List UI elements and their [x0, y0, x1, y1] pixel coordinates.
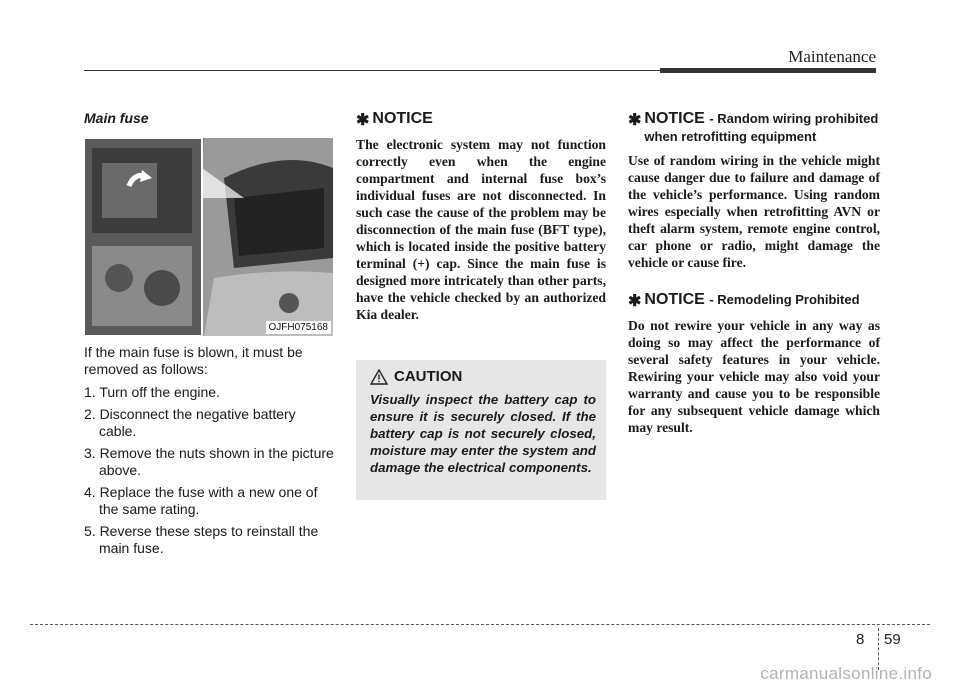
notice-title: NOTICE [644, 110, 705, 127]
intro-paragraph: If the main fuse is blown, it must be removed as follows: [84, 344, 303, 377]
left-column [84, 110, 334, 562]
caution-text: Visually inspect the battery cap to ensure it is securely closed. If the battery cap is not securely closed, moisture may enter the system and damage the electrical components. [370, 392, 596, 475]
caution-box [356, 360, 606, 500]
notice-heading-text [644, 110, 880, 146]
notice-heading [356, 110, 606, 130]
page-number: 59 [884, 631, 901, 648]
main-fuse-figure [84, 138, 333, 336]
notice-subtitle: - Random wiring prohibited when retrofitting equipment [644, 111, 879, 144]
page-header-title: Maintenance [788, 47, 876, 66]
notice-title: NOTICE [372, 110, 433, 127]
notice-text: The electronic system may not function correctly even when the engine compartment and internal fuse box’s individual fuses are not disconnected. In such case the cause of the problem may be disconnection of the main fuse (BFT type), which is located inside the positive battery terminal (+) cap. Since the main fuse is designed more intricately than other parts, have the vehicle checked by an authorized Kia dealer. [356, 137, 606, 322]
car-trunk-illustration [84, 138, 333, 336]
notice-title: NOTICE [644, 291, 705, 308]
caution-title: CAUTION [394, 368, 463, 385]
header-rule-accent [660, 68, 876, 73]
notice-star-icon: ✱ [628, 112, 642, 129]
notice-star-icon: ✱ [628, 293, 642, 310]
footer-rule [30, 624, 930, 625]
step-item: 1. Turn off the engine. [84, 384, 220, 400]
notice-star-icon: ✱ [356, 112, 370, 129]
step-item: 4. Replace the fuse with a new one of the same rating. [84, 484, 318, 517]
notice-random-wiring-text: Use of random wiring in the vehicle might cause danger due to failure and damage of the vehicle’s performance. Using random wires especially when retrofitting AVN or theft alarm system, remote engine control, car phone or radio, might damage the vehicle or cause fire. [628, 153, 880, 270]
right-column [628, 110, 880, 436]
notice-remodeling-text: Do not rewire your vehicle in any way as doing so may affect the performance of several safety features in your vehicle. Rewiring your vehicle may also void your warranty and cause you to be responsible for any subsequent vehicle damage which may result. [628, 318, 880, 435]
warning-triangle-icon [370, 369, 388, 385]
step-item: 3. Remove the nuts shown in the picture above. [84, 445, 334, 478]
notice-heading-remodeling [628, 291, 880, 311]
caution-heading [370, 368, 606, 385]
notice-subtitle: - Remodeling Prohibited [709, 292, 860, 307]
watermark: carmanualsonline.info [760, 664, 932, 683]
notice-heading-random-wiring [628, 110, 880, 146]
steps-list [84, 384, 334, 557]
chapter-number: 8 [856, 631, 865, 648]
step-item: 2. Disconnect the negative battery cable. [84, 406, 296, 439]
section-heading-main-fuse: Main fuse [84, 110, 149, 126]
step-item: 5. Reverse these steps to reinstall the main fuse. [84, 523, 319, 556]
notice-heading-text [644, 291, 859, 309]
figure-code: OJFH075168 [266, 321, 331, 334]
middle-column [356, 110, 606, 323]
